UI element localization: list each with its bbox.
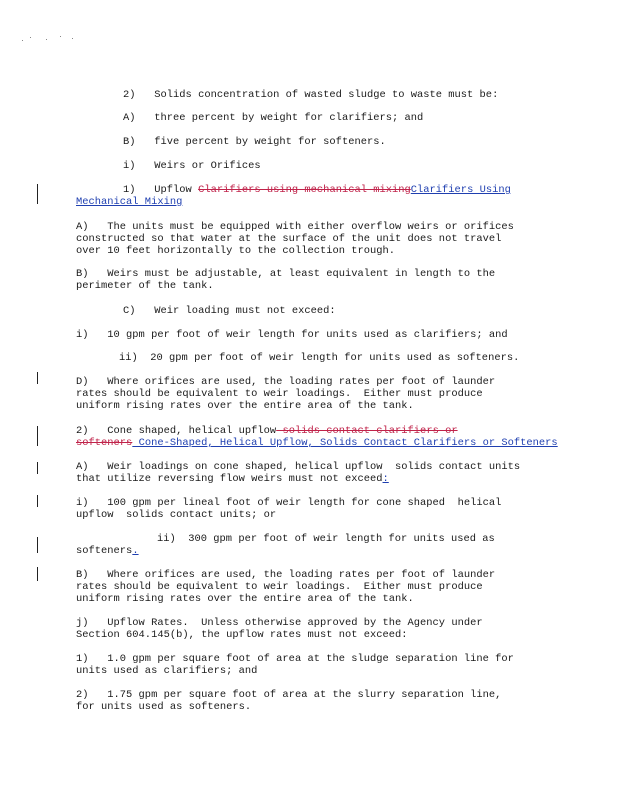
change-bar (37, 462, 38, 474)
scan-speck (72, 38, 73, 39)
text-run: A) Weir loadings on cone shaped, helical upflow solids contact units (76, 461, 521, 473)
text-line (76, 280, 214, 292)
text-run: uniform rising rates over the entire area of the tank. (76, 400, 414, 412)
text-line (123, 136, 386, 148)
text-run: 1) 1.0 gpm per square foot of area at the sludge separation line for (76, 653, 514, 665)
text-run: i) 100 gpm per lineal foot of weir length for cone shaped helical (76, 497, 502, 509)
text-line (157, 533, 495, 545)
text-run: A) The units must be equipped with either overflow weirs or orifices (76, 221, 514, 233)
change-bar (37, 567, 38, 581)
text-line (76, 329, 508, 341)
text-run: units used as clarifiers; and (76, 665, 258, 677)
change-bar (37, 537, 38, 553)
text-run: 2) Solids concentration of wasted sludge to waste must be: (123, 89, 499, 101)
text-run: constructed so that water at the surface of the unit does not travel (76, 233, 502, 245)
text-line (76, 268, 495, 280)
text-run: 1) Upflow (123, 184, 199, 196)
text-run: 2) 1.75 gpm per square foot of area at the slurry separation line, (76, 689, 502, 701)
text-run: A) three percent by weight for clarifiers; and (123, 112, 424, 124)
text-line (76, 400, 414, 412)
text-run: B) Where orifices are used, the loading rates per foot of launder (76, 569, 496, 581)
change-bar (37, 372, 38, 384)
text-run: B) Weirs must be adjustable, at least equivalent in length to the (76, 268, 496, 280)
text-run: B) five percent by weight for softeners. (123, 136, 386, 148)
inserted-text: Clarifiers Using (410, 184, 511, 196)
text-run: D) Where orifices are used, the loading rates per foot of launder (76, 376, 496, 388)
text-run: upflow solids contact units; or (76, 509, 277, 521)
text-line (119, 352, 519, 364)
scan-speck (46, 39, 47, 40)
text-line (76, 461, 520, 473)
text-run: shaped, helical upflow (138, 425, 277, 437)
text-run: over 10 feet horizontally to the collection trough. (76, 245, 396, 257)
text-line (123, 305, 336, 317)
text-line (76, 245, 395, 257)
inserted-text: Cone-Shaped, Helical Upflow, Solids Contact Clarifiers or Softeners (132, 437, 558, 449)
text-run: j) Upflow Rates. Unless otherwise approved by the Agency under (76, 617, 483, 629)
text-run: i) 10 gpm per foot of weir length for units used as clarifiers; and (76, 329, 508, 341)
scan-speck (22, 40, 23, 41)
text-run: rates should be equivalent to weir loadings. Either must produce (76, 388, 483, 400)
text-line (76, 569, 495, 581)
text-line (76, 437, 558, 449)
text-line (123, 160, 261, 172)
change-bar (37, 184, 38, 204)
text-line (76, 617, 483, 629)
text-run: uniform rising rates over the entire area of the tank. (76, 593, 414, 605)
text-line (76, 509, 276, 521)
text-line (76, 545, 139, 557)
text-line (76, 701, 251, 713)
text-line (76, 473, 389, 485)
text-line (76, 221, 514, 233)
text-line (76, 629, 408, 641)
deleted-text: softeners (76, 437, 133, 449)
text-line (123, 89, 498, 101)
deleted-text: Clarifiers using mechanical mixing (198, 184, 411, 196)
text-line (76, 665, 257, 677)
inserted-text: Mechanical Mixing (76, 196, 183, 208)
text-run: i) Weirs or Orifices (123, 160, 261, 172)
text-line (76, 376, 495, 388)
text-run: C) Weir loading must not exceed: (123, 305, 336, 317)
text-line (76, 653, 514, 665)
scan-speck (30, 37, 31, 38)
text-run: softeners (76, 545, 133, 557)
inserted-text: . (132, 545, 139, 557)
text-run: that utilize reversing flow weirs must not exceed (76, 473, 383, 485)
change-bar (37, 495, 38, 507)
text-line (76, 689, 501, 701)
deleted-text: solids contact clarifiers or (276, 425, 458, 437)
text-line (76, 425, 458, 437)
change-bar (37, 426, 38, 446)
text-line (76, 593, 414, 605)
scan-speck (60, 36, 61, 37)
text-run: rates should be equivalent to weir loadings. Either must produce (76, 581, 483, 593)
text-run: perimeter of the tank. (76, 280, 214, 292)
text-line (123, 112, 423, 124)
text-run: ii) 300 gpm per foot of weir length for units used as (157, 533, 495, 545)
text-line (76, 233, 501, 245)
text-run: ii) 20 gpm per foot of weir length for units used as softeners. (119, 352, 520, 364)
text-run: for units used as softeners. (76, 701, 252, 713)
text-run: Section 604.145(b), the upflow rates must not exceed: (76, 629, 408, 641)
text-line (76, 581, 483, 593)
inserted-text: : (382, 473, 389, 485)
text-line (76, 497, 501, 509)
text-run: 2) Cone (76, 425, 139, 437)
text-line (76, 196, 182, 208)
text-line (123, 184, 511, 196)
text-line (76, 388, 483, 400)
